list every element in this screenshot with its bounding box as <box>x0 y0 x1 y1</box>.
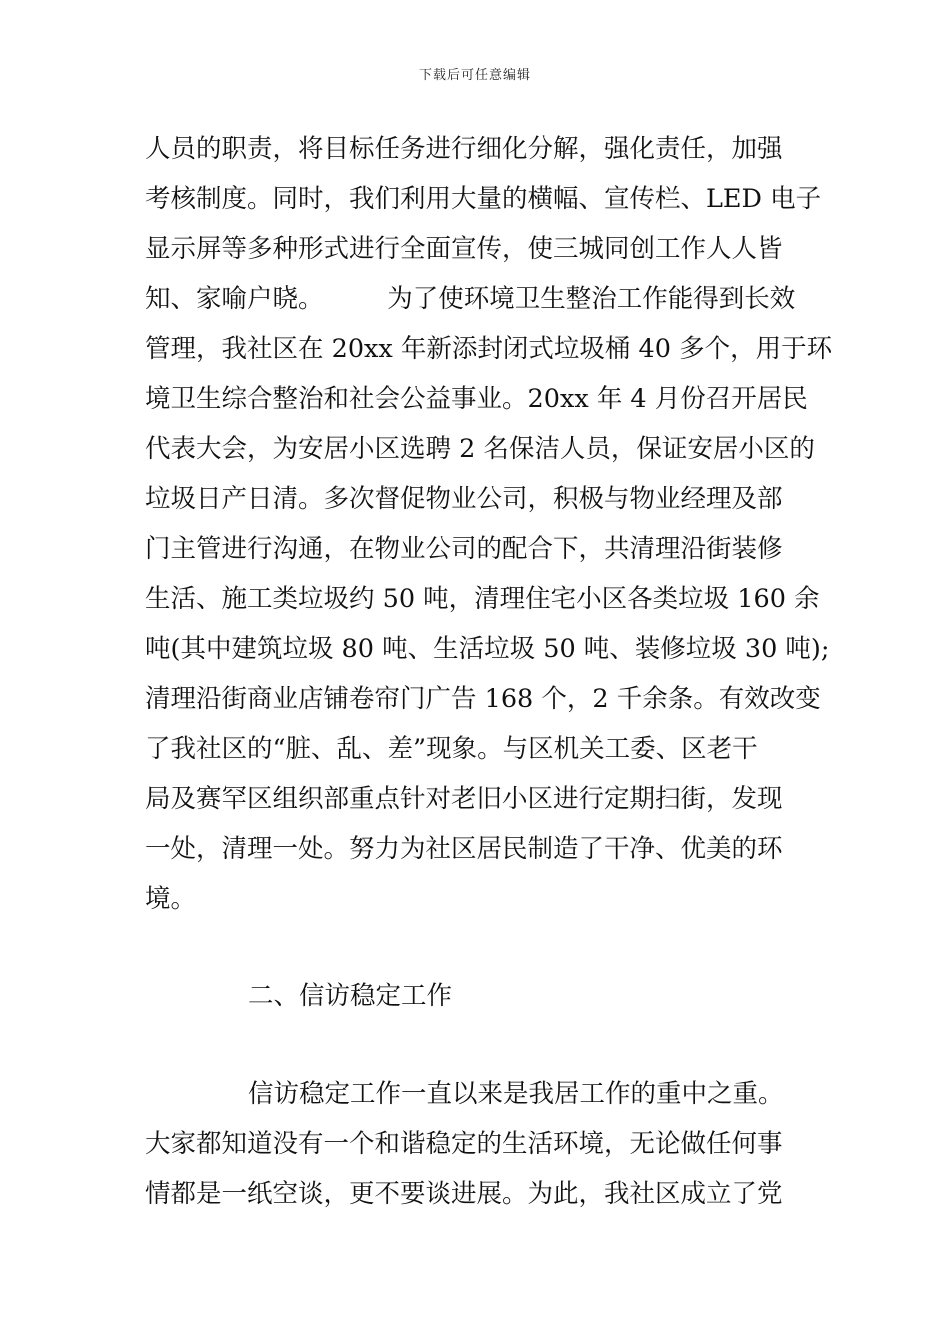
text-line: 知、家喻户晓。 为了使环境卫生整治工作能得到长效 <box>145 284 796 314</box>
text-line: 信访稳定工作一直以来是我居工作的重中之重。 <box>248 1079 784 1109</box>
section-heading: 二、信访稳定工作 <box>248 981 453 1011</box>
page-header: 下载后可任意编辑 <box>418 68 531 83</box>
text-line: 管理，我社区在 20xx 年新添封闭式垃圾桶 40 多个，用于环 <box>145 334 833 364</box>
text-line: 门主管进行沟通，在物业公司的配合下，共清理沿街装修 <box>145 534 783 564</box>
text-line: 一处，清理一处。努力为社区居民制造了干净、优美的环 <box>145 834 783 864</box>
text-line: 清理沿街商业店铺卷帘门广告 168 个，2 千余条。有效改变 <box>145 684 821 714</box>
paragraph-environment <box>145 124 833 924</box>
text-line: 人员的职责，将目标任务进行细化分解，强化责任，加强 <box>145 134 783 164</box>
text-line: 情都是一纸空谈，更不要谈进展。为此，我社区成立了党 <box>145 1179 783 1209</box>
text-line: 大家都知道没有一个和谐稳定的生活环境，无论做任何事 <box>145 1129 783 1159</box>
text-line: 生活、施工类垃圾约 50 吨，清理住宅小区各类垃圾 160 余 <box>145 584 820 614</box>
text-line: 吨(其中建筑垃圾 80 吨、生活垃圾 50 吨、装修垃圾 30 吨); <box>145 634 830 664</box>
paragraph-petition <box>145 1069 807 1219</box>
text-line: 了我社区的“脏、乱、差”现象。与区机关工委、区老干 <box>145 734 758 764</box>
text-line: 考核制度。同时，我们利用大量的横幅、宣传栏、LED 电子 <box>145 184 822 214</box>
text-line: 代表大会，为安居小区选聘 2 名保洁人员，保证安居小区的 <box>145 434 815 464</box>
text-line: 境。 <box>145 884 197 914</box>
text-line: 局及赛罕区组织部重点针对老旧小区进行定期扫街，发现 <box>145 784 783 814</box>
text-line: 垃圾日产日清。多次督促物业公司，积极与物业经理及部 <box>145 484 783 514</box>
text-line: 显示屏等多种形式进行全面宣传，使三城同创工作人人皆 <box>145 234 783 264</box>
text-line: 境卫生综合整治和社会公益事业。20xx 年 4 月份召开居民 <box>145 384 808 414</box>
